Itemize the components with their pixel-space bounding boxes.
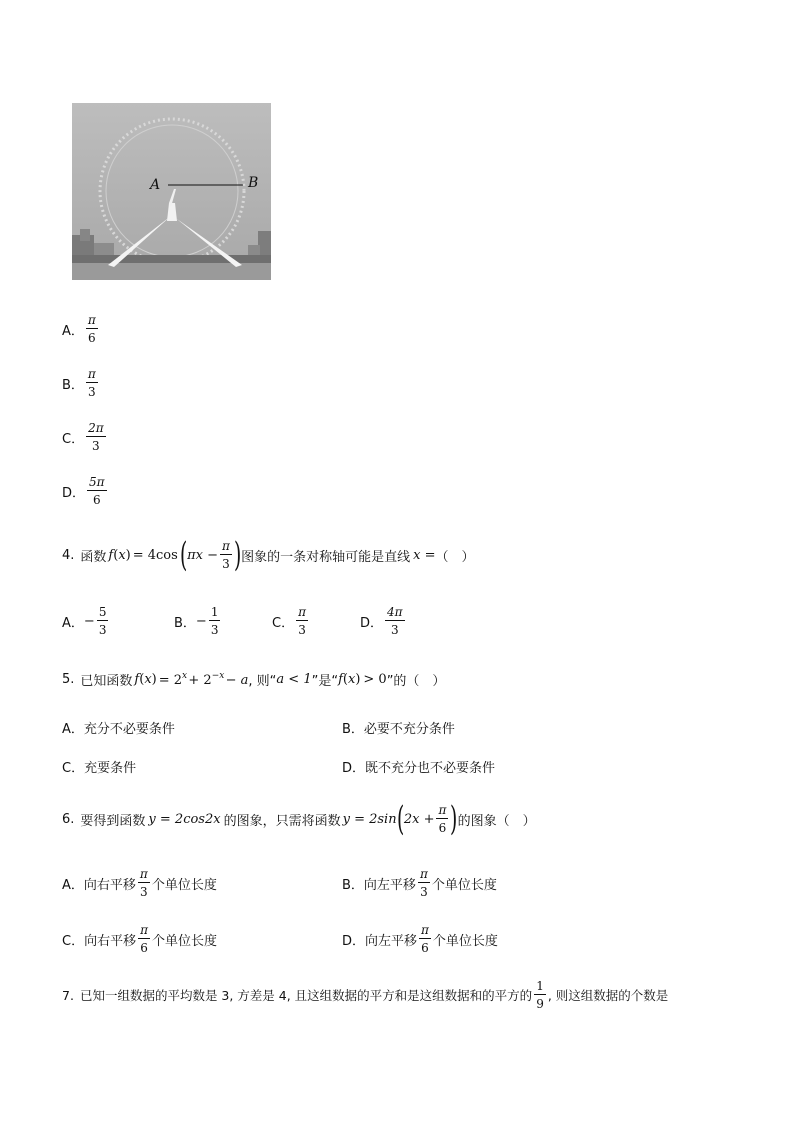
option-sign: − [195, 613, 207, 629]
q5-option-b[interactable] [342, 718, 455, 737]
option-letter: B． [62, 377, 84, 393]
math-condition: a < 1 [276, 672, 312, 687]
option-letter: A． [62, 722, 84, 737]
stem-text: 的图象（ ） [457, 813, 536, 829]
option-text: 既不充分也不必要条件 [365, 761, 496, 776]
q4-options [62, 606, 407, 636]
math-fraction: $\frac{\pi}{6}$ [438, 803, 447, 835]
option-fraction: $\frac{\pi}{3}$ [298, 605, 306, 637]
q6-option-c[interactable] [62, 924, 217, 954]
option-letter: D． [342, 761, 366, 776]
option-text: 向左平移 [363, 877, 416, 893]
math-f: f [108, 547, 114, 563]
q5-option-a[interactable] [62, 718, 175, 737]
option-text: 个单位长度 [431, 877, 497, 893]
option-fraction: $\frac{\pi}{6}$ [87, 313, 96, 345]
stem-text: , 则这组数据的个数是 [547, 988, 669, 1003]
option-letter: C． [272, 615, 295, 631]
q4-option-a[interactable] [62, 606, 174, 636]
option-text: 个单位长度 [151, 877, 217, 893]
math-exp: x [182, 671, 188, 681]
stem-text: ”是“ [311, 674, 339, 689]
option-text: 必要不充分条件 [363, 722, 455, 737]
option-letter: B． [342, 722, 364, 737]
option-fraction: $\frac{\pi}{3}$ [139, 867, 148, 899]
stem-text: 的图象，只需将函数 [223, 813, 341, 829]
q3-option-a[interactable] [62, 314, 100, 344]
stem-text: 函数 [80, 549, 107, 565]
math-f: f [134, 672, 140, 687]
option-fraction: $\frac{1}{3}$ [210, 605, 219, 637]
math-f: f [338, 672, 343, 687]
option-fraction: $\frac{5\pi}{6}$ [89, 475, 105, 507]
q3-option-c[interactable] [62, 422, 108, 452]
math-condition: > 0 [363, 672, 387, 687]
option-text: 向左平移 [365, 933, 418, 949]
option-letter: C． [62, 431, 85, 447]
math-term: = 2 [158, 673, 183, 688]
math-term: − a [225, 673, 249, 688]
math-exp: −x [211, 671, 225, 681]
option-fraction: $\frac{5}{3}$ [98, 605, 107, 637]
math-eq: = 4cos [132, 547, 178, 563]
option-fraction: $\frac{\pi}{6}$ [140, 923, 148, 955]
q6-option-d[interactable] [342, 924, 498, 954]
option-fraction: $\frac{4\pi}{3}$ [387, 605, 403, 637]
question-number: 4. [62, 547, 75, 563]
q5-option-d[interactable] [342, 757, 495, 776]
math-fraction: $\frac{1}{9}$ [536, 979, 544, 1011]
q5-option-c[interactable] [62, 757, 136, 776]
point-a-label: A [150, 177, 161, 193]
stem-text: 已知一组数据的平均数是 3, 方差是 4, 且这组数据的平方和是这组数据和的平方的 [79, 988, 533, 1003]
option-letter: D． [360, 615, 384, 631]
option-fraction: $\frac{\pi}{3}$ [419, 867, 428, 899]
math-fraction: $\frac{\pi}{3}$ [221, 539, 230, 571]
option-letter: A． [62, 877, 84, 893]
option-text: 充要条件 [84, 761, 137, 776]
option-text: 个单位长度 [432, 933, 498, 949]
math-pix: πx − [187, 547, 218, 563]
option-letter: D． [342, 933, 366, 949]
option-fraction: $\frac{\pi}{3}$ [87, 367, 96, 399]
math-x: x [118, 547, 126, 563]
option-sign: − [83, 613, 95, 629]
option-fraction: $\frac{2\pi}{3}$ [88, 421, 104, 453]
q3-option-d[interactable] [62, 476, 109, 506]
q6-option-a[interactable] [62, 868, 217, 898]
question-number: 5. [62, 672, 75, 687]
stem-text: , 则“ [248, 674, 277, 689]
q6-stem: 6. 要得到函数 y = 2cos2x 的图象，只需将函数 y = 2sin ( 2x + $\frac{\pi}{6}$ ) 的图象（ ） [62, 799, 536, 839]
q4-option-c[interactable] [272, 606, 360, 636]
math-inner: 2x + [403, 811, 435, 827]
option-letter: D． [62, 485, 86, 501]
q4-option-b[interactable] [174, 606, 272, 636]
math-func: y = 2cos2x [148, 811, 221, 827]
q7-stem [62, 980, 668, 1010]
option-text: 向右平移 [84, 933, 137, 949]
math-x-eq: x = [413, 547, 436, 563]
option-text: 个单位长度 [151, 933, 217, 949]
option-letter: B． [342, 877, 364, 893]
stem-text: ”的（ ） [386, 674, 446, 689]
option-text: 向右平移 [83, 877, 136, 893]
option-letter: C． [62, 761, 85, 776]
ferris-wheel-photo [72, 103, 271, 280]
option-text: 充分不必要条件 [83, 722, 175, 737]
option-letter: C． [62, 933, 85, 949]
q3-option-b[interactable] [62, 368, 100, 398]
question-number: 7. [62, 987, 74, 1003]
option-letter: B． [174, 615, 196, 631]
stem-text: 图象的一条对称轴可能是直线 [241, 549, 411, 565]
option-letter: A． [62, 323, 84, 339]
q6-option-b[interactable] [342, 868, 497, 898]
q5-stem: 5. 已知函数 f ( x ) = $2^x$ + $2^{-x}$ − a , 则“ a < 1 ”是“ f ( x ) > 0 ”的（ ） [62, 671, 446, 689]
point-b-label: B [248, 175, 259, 191]
option-letter: A． [62, 615, 84, 631]
q4-option-d[interactable] [360, 606, 407, 636]
math-term: + 2 [188, 673, 212, 688]
math-x: x [144, 672, 152, 687]
question-number: 6. [62, 811, 75, 827]
option-fraction: $\frac{\pi}{6}$ [421, 923, 429, 955]
math-x: x [347, 672, 356, 687]
q4-stem: 4. 函数 f ( x ) = 4cos ( πx − $\frac{\pi}{3}$ ) 图象的一条对称轴可能是直线 x = （ ） [62, 535, 475, 575]
stem-text: 已知函数 [80, 674, 133, 689]
answer-blank: （ ） [435, 549, 475, 565]
stem-text: 要得到函数 [80, 813, 146, 829]
math-func: y = 2sin [342, 811, 397, 827]
